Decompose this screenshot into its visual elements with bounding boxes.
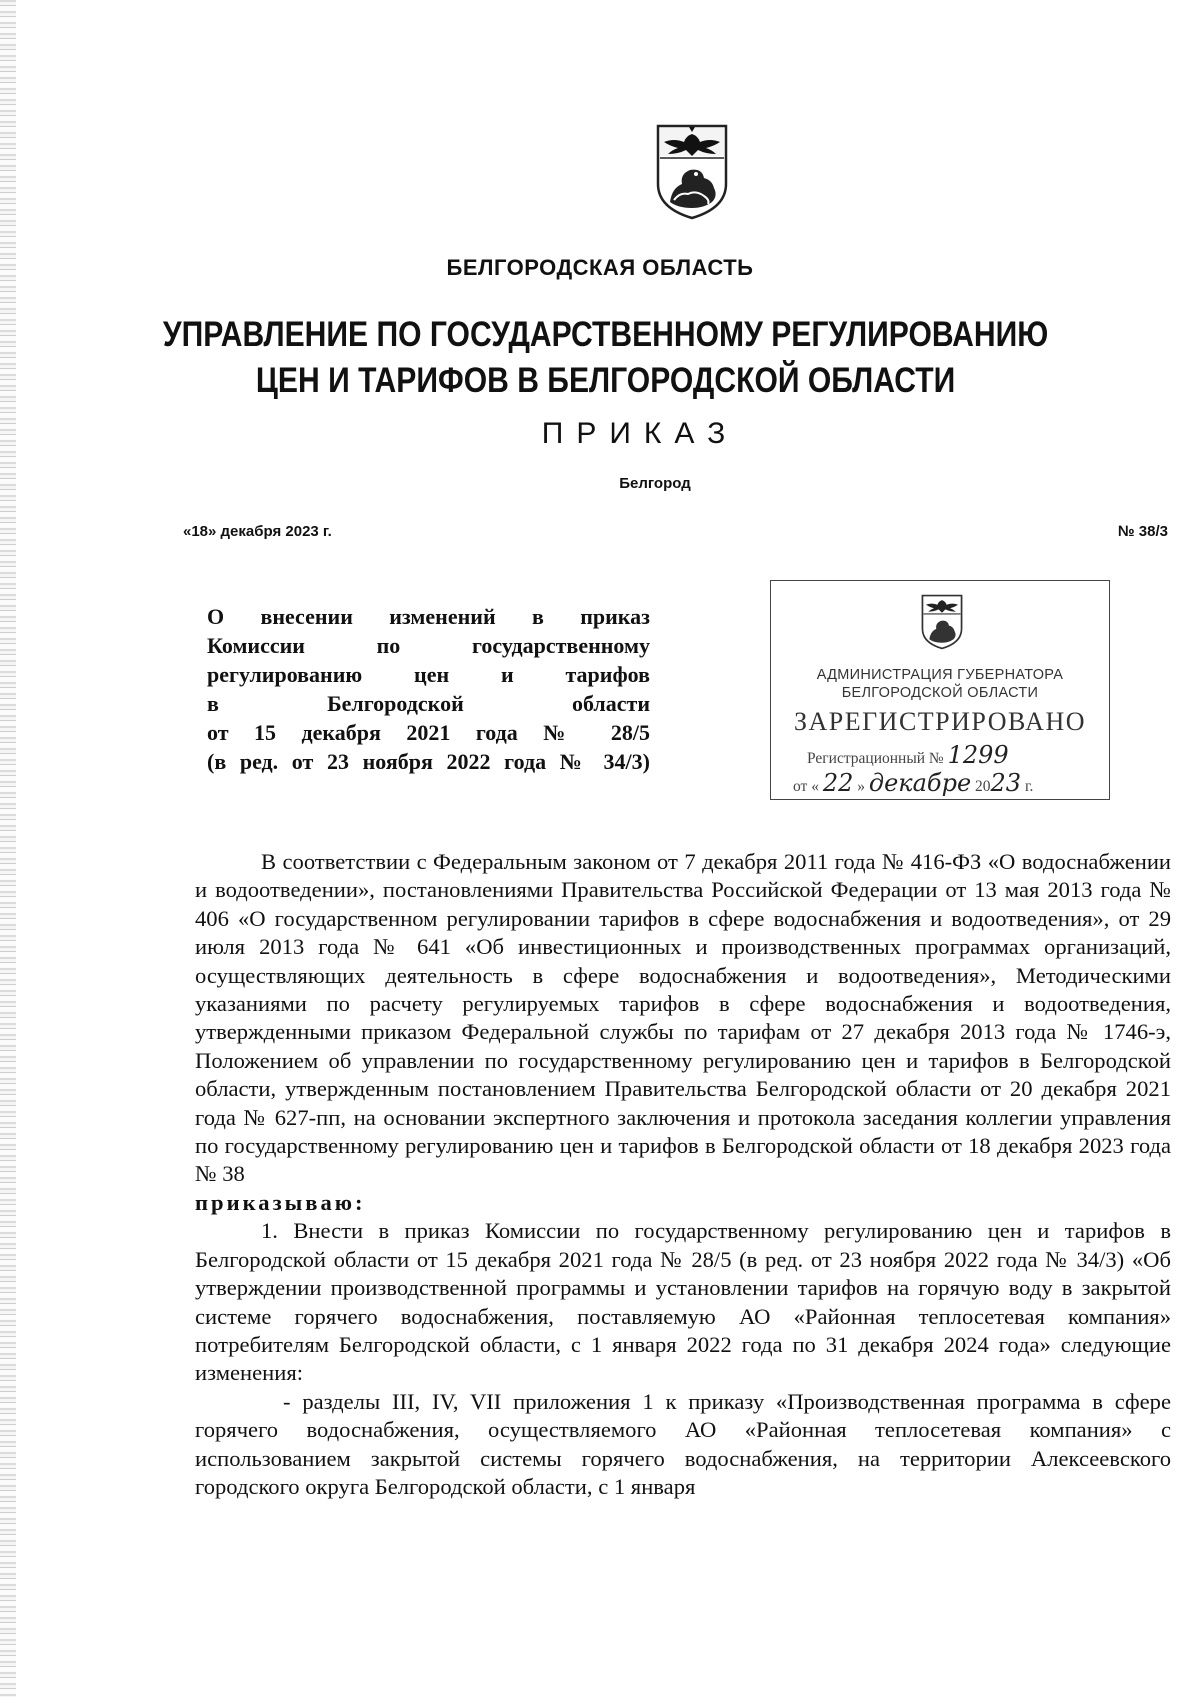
preamble-paragraph: В соответствии с Федеральным законом от 7 декабря 2011 года № 416-ФЗ «О водоснабжении и водоотведении», постановлениями Правительства Российской Федерации от 13 мая 2013 года № 406 «О государственном регулировании тарифов в сфере водоснабжения и водоотведения», от 29 июля 2013 года № 641 «Об инвестиционных и производственных программах организаций, осуществляющих деятельность в сфере водоснабжения и водоотведения», Методическими указаниями по расчету регулируемых тарифов в сфере водоснабжения и водоотведения, утвержденными приказом Федеральной службы по тарифам от 27 декабря 2013 года № 1746-э, Положением об управлении по государственному регулированию цен и тарифов в Белгородской области, утвержденным постановлением Правительства Белгородской области от 20 декабря 2021 года № 627-пп, на основании экспертного заключения и протокола заседания коллегии управления по государственному регулированию цен и тарифов в Белгородской области от 18 декабря 2023 года № 38 — [195, 849, 1171, 1187]
subject-line: (в ред. от 23 ноября 2022 года № 34/3) — [207, 749, 650, 774]
department-title-line-1: УПРАВЛЕНИЕ ПО ГОСУДАРСТВЕННОМУ РЕГУЛИРОВАНИЮ — [162, 315, 1049, 354]
stamp-org-line-1: АДМИНИСТРАЦИЯ ГУБЕРНАТОРА — [816, 667, 1064, 683]
region-title: БЕЛГОРОДСКАЯ ОБЛАСТЬ — [446, 255, 754, 280]
item-1-paragraph: 1. Внести в приказ Комиссии по государственному регулированию цен и тарифов в Белгородской области от 15 декабря 2021 года № 28/5 (в ред. от 23 ноября 2022 года № 34/3) «Об утверждении производственной программы и установлении тарифов на горячую воду в закрытой системе горячего водоснабжения, поставляемую АО «Районная теплосетевая компания» потребителям Белгородской области, с 1 января 2022 года по 31 декабря 2024 года» следующие изменения: — [195, 1218, 1171, 1386]
department-title — [90, 312, 1122, 404]
order-date: «18» декабря 2023 г. — [183, 523, 332, 540]
document-type: ПРИКАЗ — [541, 417, 739, 450]
order-word-text: приказываю: — [195, 1189, 366, 1215]
stamp-year-prefix: 20 — [975, 778, 991, 795]
stamp-organization — [771, 666, 1109, 702]
order-word — [195, 1189, 1171, 1217]
stamp-month: декабре — [868, 769, 972, 797]
stamp-year-tail: г. — [1024, 778, 1034, 795]
order-number: № 38/3 — [1117, 523, 1168, 540]
registration-stamp — [770, 580, 1110, 800]
department-title-line-2: ЦЕН И ТАРИФОВ В БЕЛГОРОДСКОЙ ОБЛАСТИ — [255, 361, 956, 400]
stamp-day-close: » — [857, 778, 865, 795]
order-body — [195, 848, 1171, 1501]
stamp-date-line — [793, 769, 1093, 797]
subject-line: регулированию цен и тарифов — [207, 662, 650, 687]
stamp-reg-label: Регистрационный № — [807, 750, 944, 767]
stamp-year-suffix: 23 — [990, 769, 1022, 797]
belgorod-coat-of-arms-icon — [652, 122, 732, 222]
stamp-org-line-2: БЕЛГОРОДСКОЙ ОБЛАСТИ — [841, 685, 1039, 701]
subject-line: в Белгородской области — [207, 691, 650, 716]
subject-line: Комиссии по государственному — [207, 633, 650, 658]
stamp-reg-number: 1299 — [947, 741, 1009, 769]
stamp-day: 22 — [822, 769, 854, 797]
stamp-from-label: от « — [793, 778, 819, 795]
city-name: Белгород — [619, 475, 691, 492]
stamp-registered-label: ЗАРЕГИСТРИРОВАНО — [794, 707, 1086, 736]
subject-line: О внесении изменений в приказ — [207, 604, 650, 629]
order-subject — [207, 602, 650, 776]
stamp-coat-of-arms-icon — [919, 593, 965, 651]
stamp-reg-number-line — [807, 741, 1107, 769]
item-1-dash-paragraph: - разделы III, IV, VII приложения 1 к приказу «Производственная программа в сфере горячего водоснабжения, осуществляемого АО «Районная теплосетевая компания» с использованием закрытой системы горячего водоснабжения, на территории Алексеевского городского округа Белгородской области, с 1 января — [195, 1388, 1171, 1499]
subject-line: от 15 декабря 2021 года № 28/5 — [207, 720, 650, 745]
